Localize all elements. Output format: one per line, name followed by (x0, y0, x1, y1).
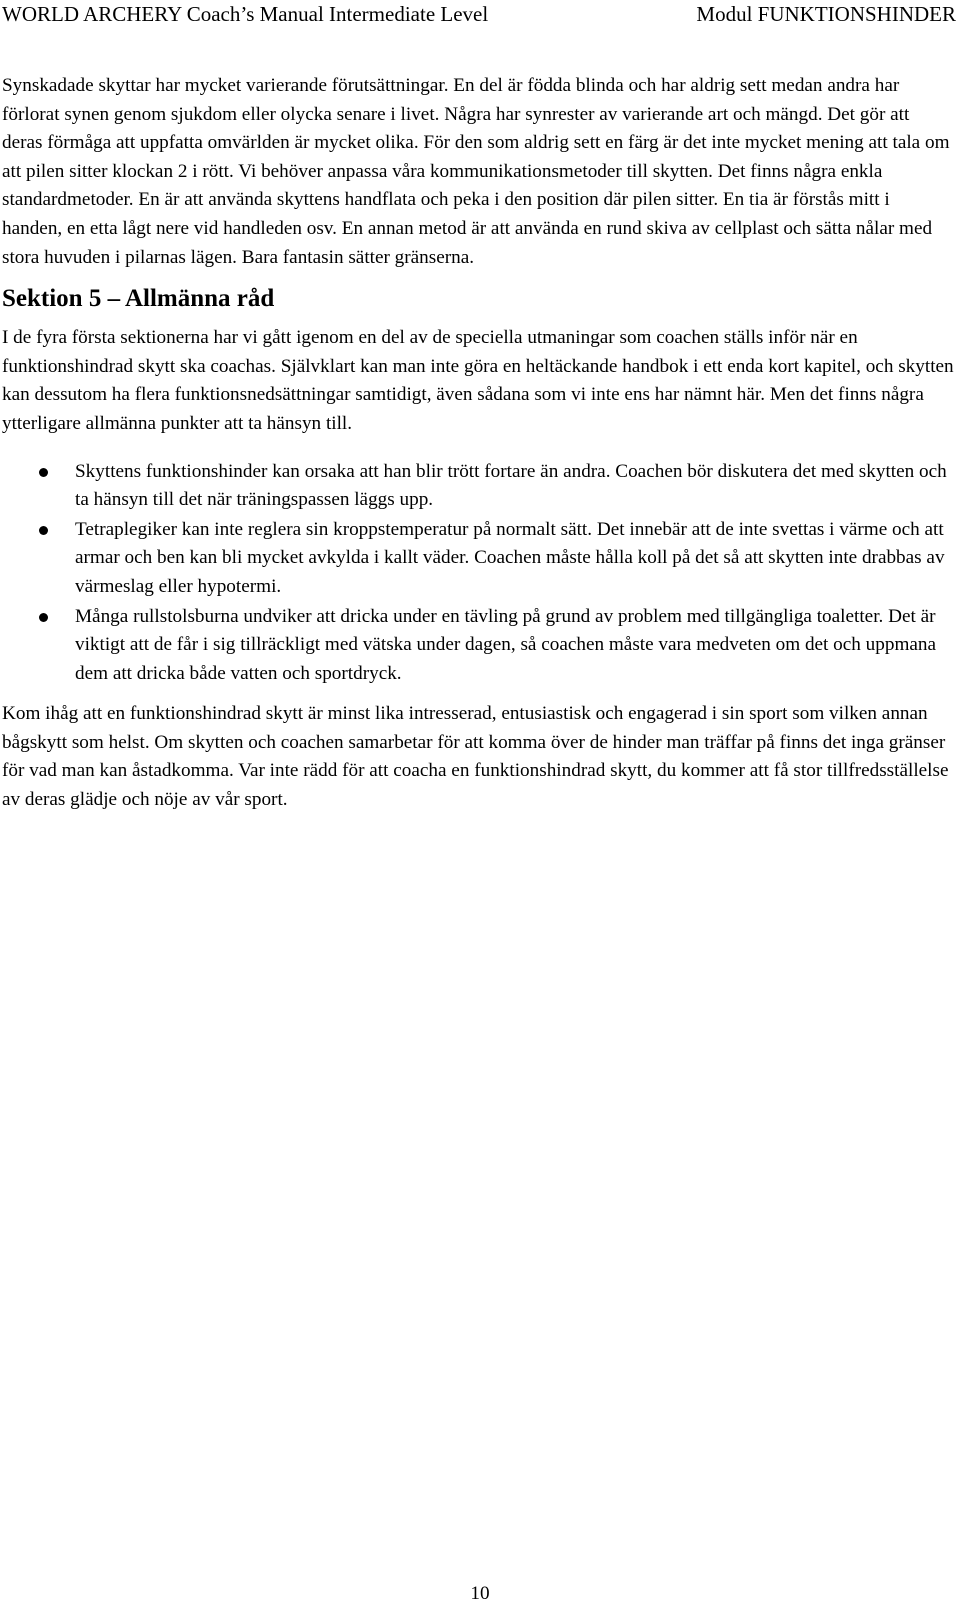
intro-paragraph: Synskadade skyttar har mycket varierande förutsättningar. En del är födda blinda och har aldrig sett medan andra har förlorat synen genom sjukdom eller olycka senare i livet. Några har synrester av varierande art och mängd. Det gör att deras förmåga att uppfatta omvärlden är mycket olika. För den som aldrig sett en färg är det inte mycket mening att tala om att pilen sitter klockan 2 i rött. Vi behöver anpassa våra kommunikationsmetoder till skytten. Det finns några enkla standardmetoder. En är att använda skyttens handflata och peka i den position där pilen sitter. En tia är förstås mitt i handen, en etta lågt nere vid handleden osv. En annan metod är att använda en rund skiva av cellplast och sätta nålar med stora huvuden i pilarnas lägen. Bara fantasin sätter gränserna. (2, 75, 950, 268)
section-heading: Sektion 5 – Allmänna råd (2, 285, 275, 313)
list-item (2, 458, 954, 515)
running-header (2, 1, 956, 31)
header-module: Modul FUNKTIONSHINDER (696, 2, 956, 26)
bullet-icon (39, 613, 48, 622)
list-item-text: Skyttens funktionshinder kan orsaka att han blir trött fortare än andra. Coachen bör diskutera det med skytten och ta hänsyn till det när träningspassen läggs upp. (75, 460, 947, 511)
list-item (2, 516, 954, 602)
header-title: WORLD ARCHERY Coach’s Manual Intermediate Level (2, 2, 489, 26)
section-lead-paragraph: I de fyra första sektionerna har vi gått igenom en del av de speciella utmaningar som coachen ställs inför när en funktionshindrad skytt ska coachas. Självklart kan man inte göra en heltäckande handbok i ett enda kort kapitel, och skytten kan dessutom ha flera funktionsnedsättningar samtidigt, även sådana som vi inte ens har nämnt här. Men det finns några ytterligare allmänna punkter att ta hänsyn till. (2, 327, 954, 434)
page-content (2, 72, 954, 815)
list-item (2, 603, 954, 689)
closing-paragraph: Kom ihåg att en funktionshindrad skytt är minst lika intresserad, entusiastisk och engagerad i sin sport som vilken annan bågskytt som helst. Om skytten och coachen samarbetar för att komma över de hinder man träffar på finns det inga gränser för vad man kan åstadkomma. Var inte rädd för att coacha en funktionshindrad skytt, du kommer att få stor tillfredsställelse av deras glädje och nöje av vår sport. (2, 703, 949, 811)
bullet-list (2, 458, 954, 689)
bullet-icon (39, 468, 48, 477)
list-item-text: Tetraplegiker kan inte reglera sin kroppstemperatur på normalt sätt. Det innebär att de inte svettas i värme och att armar och ben kan bli mycket avkylda i kallt väder. Coachen måste hålla koll på det så att skytten inte drabbas av värmeslag eller hypotermi. (75, 518, 945, 597)
list-item-text: Många rullstolsburna undviker att dricka under en tävling på grund av problem med tillgängliga toaletter. Det är viktigt att de får i sig tillräckligt med vätska under dagen, så coachen måste vara medveten om det och uppmana dem att dricka både vatten och sportdryck. (75, 605, 937, 684)
page-number: 10 (470, 1583, 490, 1604)
bullet-icon (39, 526, 48, 535)
